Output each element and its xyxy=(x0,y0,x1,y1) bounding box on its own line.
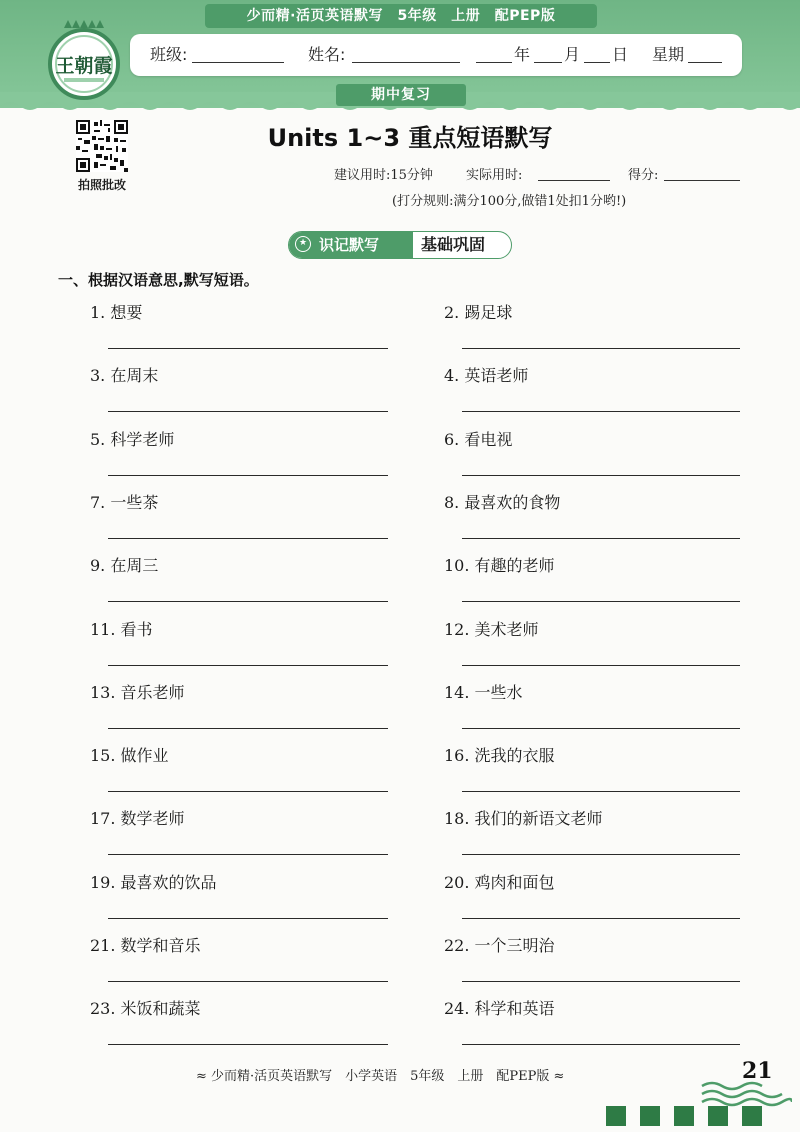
edge-marker xyxy=(606,1106,626,1126)
answer-line[interactable] xyxy=(462,728,740,729)
answer-line[interactable] xyxy=(108,728,388,729)
item-label: 16. 洗我的衣服 xyxy=(444,746,555,765)
answer-line[interactable] xyxy=(108,854,388,855)
weekday-label: 星期 xyxy=(652,45,685,64)
item-label: 9. 在周三 xyxy=(90,556,159,575)
student-info-bar xyxy=(130,34,742,76)
item-label: 2. 踢足球 xyxy=(444,303,513,322)
answer-line[interactable] xyxy=(108,538,388,539)
score-label: 得分: xyxy=(628,168,659,183)
answer-line[interactable] xyxy=(108,475,388,476)
answer-line[interactable] xyxy=(462,601,740,602)
item-label: 7. 一些茶 xyxy=(90,493,159,512)
answer-line[interactable] xyxy=(108,1044,388,1045)
answer-line[interactable] xyxy=(108,791,388,792)
qr-caption: 拍照批改 xyxy=(77,178,126,192)
item-label: 1. 想要 xyxy=(90,303,143,322)
item-label: 22. 一个三明治 xyxy=(444,936,555,955)
item-label: 23. 米饭和蔬菜 xyxy=(90,999,201,1018)
edge-marker xyxy=(708,1106,728,1126)
year-label: 年 xyxy=(514,45,531,64)
answer-line[interactable] xyxy=(462,475,740,476)
answer-line[interactable] xyxy=(462,665,740,666)
item-label: 20. 鸡肉和面包 xyxy=(444,873,555,892)
year-field[interactable] xyxy=(476,62,512,63)
actual-time-label: 实际用时: xyxy=(466,168,523,183)
page-title: Units 1~3 重点短语默写 xyxy=(267,124,553,152)
item-label: 4. 英语老师 xyxy=(444,366,529,385)
item-label: 5. 科学老师 xyxy=(90,430,175,449)
item-label: 6. 看电视 xyxy=(444,430,513,449)
instruction: 一、根据汉语意思,默写短语。 xyxy=(58,271,259,289)
qr-code[interactable] xyxy=(76,120,128,172)
item-label: 12. 美术老师 xyxy=(444,620,539,639)
name-field[interactable] xyxy=(352,62,460,63)
answer-line[interactable] xyxy=(462,538,740,539)
answer-line[interactable] xyxy=(462,348,740,349)
item-label: 11. 看书 xyxy=(90,620,153,639)
item-label: 18. 我们的新语文老师 xyxy=(444,809,603,828)
class-field[interactable] xyxy=(192,62,284,63)
badge-memorize: ★ 识记默写 xyxy=(289,232,413,258)
answer-line[interactable] xyxy=(108,411,388,412)
answer-line[interactable] xyxy=(108,601,388,602)
class-label: 班级: xyxy=(150,45,188,64)
scoring-rule: (打分规则:满分100分,做错1处扣1分哟!) xyxy=(392,194,627,209)
edge-marker xyxy=(640,1106,660,1126)
score-field[interactable] xyxy=(664,180,740,181)
answer-line[interactable] xyxy=(108,665,388,666)
answer-line[interactable] xyxy=(462,1044,740,1045)
item-label: 8. 最喜欢的食物 xyxy=(444,493,561,512)
answer-line[interactable] xyxy=(108,918,388,919)
edge-marker xyxy=(674,1106,694,1126)
publisher-logo xyxy=(40,18,128,102)
item-label: 19. 最喜欢的饮品 xyxy=(90,873,217,892)
answer-line[interactable] xyxy=(462,854,740,855)
item-label: 13. 音乐老师 xyxy=(90,683,185,702)
answer-line[interactable] xyxy=(108,348,388,349)
item-label: 21. 数学和音乐 xyxy=(90,936,201,955)
weekday-field[interactable] xyxy=(688,62,722,63)
medal-icon: ★ xyxy=(295,236,311,252)
name-label: 姓名: xyxy=(308,45,346,64)
day-field[interactable] xyxy=(584,62,610,63)
answer-line[interactable] xyxy=(462,791,740,792)
page-number: 21 xyxy=(742,1058,773,1084)
day-label: 日 xyxy=(612,45,629,64)
section-ribbon: 期中复习 xyxy=(336,84,466,106)
answer-line[interactable] xyxy=(462,918,740,919)
answer-line[interactable] xyxy=(108,981,388,982)
item-label: 15. 做作业 xyxy=(90,746,169,765)
item-label: 10. 有趣的老师 xyxy=(444,556,555,575)
item-label: 14. 一些水 xyxy=(444,683,523,702)
answer-line[interactable] xyxy=(462,981,740,982)
section-badge xyxy=(288,231,512,259)
actual-time-field[interactable] xyxy=(538,180,610,181)
edge-marker xyxy=(742,1106,762,1126)
month-field[interactable] xyxy=(534,62,562,63)
suggested-time: 建议用时:15分钟 xyxy=(334,168,433,183)
item-label: 3. 在周末 xyxy=(90,366,159,385)
month-label: 月 xyxy=(564,45,581,64)
item-label: 24. 科学和英语 xyxy=(444,999,555,1018)
series-title-strip: 少而精·活页英语默写 5年级 上册 配PEP版 xyxy=(205,4,597,28)
item-label: 17. 数学老师 xyxy=(90,809,185,828)
footer-text: ≈ 少而精·活页英语默写 小学英语 5年级 上册 配PEP版 ≈ xyxy=(196,1069,565,1084)
answer-line[interactable] xyxy=(462,411,740,412)
svg-text:王朝霞: 王朝霞 xyxy=(55,55,113,77)
badge-basics: 基础巩固 xyxy=(421,235,486,254)
